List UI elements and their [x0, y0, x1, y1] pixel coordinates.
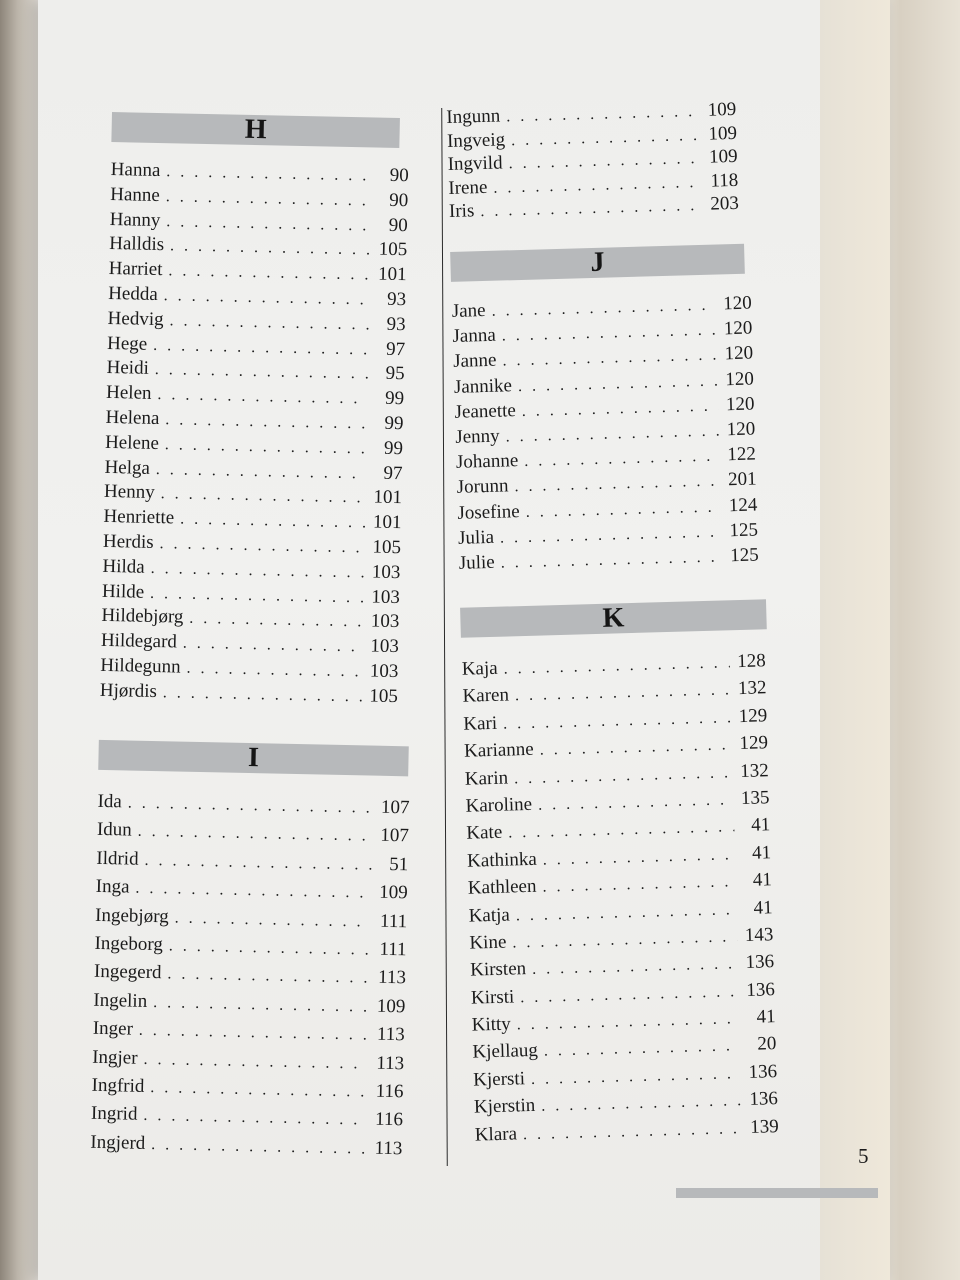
entry-name: Kjersti: [472, 1068, 526, 1091]
entry-page-number: 125: [729, 544, 760, 567]
entry-page-number: 41: [756, 1006, 776, 1028]
entry-page-number: 132: [739, 759, 770, 782]
dot-leader: [514, 765, 733, 787]
entry-name: Ingeborg: [94, 932, 164, 956]
dot-leader: [150, 561, 364, 581]
entry-page-number: 93: [386, 313, 406, 335]
dot-leader: [516, 902, 737, 924]
entry-page-number: 107: [380, 796, 410, 819]
dot-leader: [163, 685, 362, 705]
entry-name: Karen: [462, 684, 510, 708]
entry-page-number: 97: [385, 338, 406, 360]
entry-name: Heidi: [106, 357, 150, 380]
entry-page-number: 136: [745, 951, 775, 974]
dot-leader: [151, 1137, 366, 1158]
entry-page-number: 103: [371, 586, 401, 608]
section-letter: J: [590, 246, 605, 279]
entry-page-number: 95: [385, 363, 405, 385]
entry-name: Kjerstin: [473, 1095, 536, 1118]
dot-leader: [502, 348, 717, 370]
dot-leader: [538, 792, 734, 813]
entry-page-number: 103: [369, 660, 399, 683]
dot-leader: [517, 1011, 740, 1033]
entry-page-number: 101: [377, 263, 407, 286]
entry-name: Hedvig: [107, 307, 164, 330]
entry-page-number: 129: [738, 705, 768, 727]
dot-leader: [166, 189, 373, 209]
entry-name: Karoline: [465, 793, 533, 817]
entry-page-number: 113: [377, 967, 407, 989]
entry-name: Kine: [469, 931, 507, 954]
entry-name: Iris: [448, 200, 475, 223]
entry-page-number: 101: [372, 511, 402, 534]
entry-page-number: 136: [746, 978, 776, 1001]
entry-page-number: 109: [378, 881, 408, 904]
entry-name: Idun: [96, 819, 133, 841]
entry-name: Klara: [474, 1123, 518, 1146]
entry-page-number: 111: [379, 938, 407, 961]
entry-name: Ingveig: [446, 128, 506, 152]
dot-leader: [186, 661, 362, 681]
name-list-j: [452, 294, 760, 579]
dot-leader: [170, 239, 371, 259]
section-header-i: [98, 740, 409, 776]
entry-page-number: 116: [374, 1109, 404, 1131]
entry-name: Kirsti: [470, 986, 515, 1009]
entry-page-number: 103: [370, 635, 400, 658]
entry-page-number: 105: [378, 239, 408, 261]
dot-leader: [491, 298, 716, 320]
dot-leader: [167, 967, 370, 987]
section-letter: H: [244, 113, 267, 146]
entry-name: Helen: [105, 382, 152, 405]
entry-page-number: 143: [744, 924, 774, 946]
entry-name: Hjørdis: [99, 679, 158, 702]
entry-name: Kate: [466, 822, 503, 845]
entry-name: Janne: [452, 350, 497, 373]
entry-name: Jeanette: [454, 399, 517, 423]
dot-leader: [544, 1039, 741, 1060]
dot-leader: [514, 474, 721, 496]
dot-leader: [174, 910, 371, 930]
dot-leader: [505, 423, 719, 445]
entry-page-number: 41: [751, 841, 772, 864]
index-entry: [100, 681, 398, 712]
entry-name: Hildebjørg: [101, 605, 184, 628]
entry-page-number: 109: [707, 98, 737, 121]
dot-leader: [500, 524, 722, 546]
dot-leader: [165, 412, 367, 432]
entry-name: Harriet: [108, 258, 163, 281]
entry-page-number: 41: [752, 869, 773, 891]
entry-name: Ingvild: [447, 152, 503, 176]
entry-page-number: 101: [373, 486, 403, 509]
entry-name: Kathinka: [466, 848, 538, 872]
section-header-k: [460, 599, 767, 638]
dot-leader: [153, 337, 369, 358]
entry-page-number: 120: [726, 418, 756, 441]
entry-page-number: 136: [748, 1060, 778, 1083]
entry-page-number: 113: [376, 1023, 405, 1046]
entry-name: Katja: [468, 904, 511, 927]
entry-name: Hanne: [110, 183, 161, 206]
entry-name: Ingelin: [93, 989, 148, 1012]
dot-leader: [531, 1066, 742, 1088]
page-edge: [820, 0, 890, 1280]
dot-leader: [157, 387, 368, 407]
entry-page-number: 90: [389, 164, 409, 187]
dot-leader: [522, 398, 719, 419]
entry-name: Hildegunn: [100, 654, 181, 678]
dot-leader: [168, 263, 370, 283]
dot-leader: [159, 536, 365, 556]
entry-name: Karianne: [463, 738, 534, 762]
entry-page-number: 111: [379, 910, 408, 932]
dot-leader: [543, 847, 736, 868]
dot-leader: [135, 881, 372, 902]
entry-name: Julie: [458, 551, 495, 574]
dot-leader: [144, 853, 372, 874]
dot-leader: [503, 655, 729, 677]
entry-name: Ingunn: [446, 105, 501, 128]
entry-page-number: 51: [389, 853, 409, 876]
entry-name: Helga: [104, 456, 151, 479]
dot-leader: [506, 104, 701, 125]
entry-name: Kaja: [461, 657, 498, 680]
entry-name: Jenny: [455, 425, 500, 448]
entry-name: Ingegerd: [93, 961, 162, 984]
entry-name: Helena: [105, 406, 160, 430]
entry-page-number: 120: [723, 317, 753, 340]
entry-name: Ingrid: [90, 1103, 138, 1126]
entry-page-number: 103: [370, 610, 400, 633]
dot-leader: [155, 362, 369, 382]
entry-page-number: 41: [753, 896, 773, 919]
name-list-i: [90, 792, 410, 1168]
entry-name: Kathleen: [467, 875, 537, 899]
entry-name: Julia: [457, 526, 495, 549]
dot-leader: [523, 1121, 743, 1143]
dot-leader: [143, 1108, 367, 1129]
entry-name: Irene: [448, 176, 488, 199]
dot-leader: [160, 486, 366, 506]
entry-name: Ingjer: [91, 1046, 138, 1069]
dot-leader: [518, 373, 718, 395]
entry-page-number: 116: [375, 1080, 404, 1103]
dot-leader: [532, 956, 738, 978]
entry-page-number: 93: [386, 288, 407, 311]
entry-name: Ingebjørg: [94, 904, 169, 927]
entry-page-number: 105: [369, 685, 399, 707]
dot-leader: [515, 683, 731, 705]
dot-leader: [180, 512, 366, 532]
dot-leader: [165, 437, 367, 457]
entry-page-number: 120: [725, 393, 755, 416]
entry-page-number: 132: [737, 677, 767, 700]
dot-leader: [480, 198, 703, 220]
entry-page-number: 113: [374, 1137, 403, 1159]
entry-name: Ingfrid: [91, 1074, 145, 1097]
entry-name: Josefine: [457, 500, 520, 524]
entry-page-number: 136: [749, 1088, 779, 1111]
name-list-i-continued: [446, 100, 739, 226]
entry-page-number: 120: [722, 292, 752, 315]
entry-name: Jannike: [453, 374, 513, 398]
entry-page-number: 139: [749, 1115, 779, 1138]
dot-leader: [501, 549, 723, 571]
entry-name: Janna: [452, 324, 497, 348]
dot-leader: [511, 127, 701, 148]
entry-page-number: 129: [739, 732, 769, 755]
entry-name: Ida: [97, 790, 123, 813]
entry-name: Hanna: [110, 158, 161, 182]
dot-leader: [542, 874, 736, 895]
name-list-h: [100, 160, 409, 712]
dot-leader: [524, 449, 720, 470]
entry-page-number: 90: [388, 189, 409, 212]
entry-name: Henriette: [103, 506, 175, 529]
dot-leader: [156, 462, 367, 482]
entry-page-number: 124: [728, 493, 758, 516]
entry-name: Herdis: [102, 530, 154, 553]
dot-leader: [128, 795, 374, 816]
entry-page-number: 90: [388, 214, 408, 236]
dot-leader: [166, 164, 373, 184]
dot-leader: [169, 313, 369, 333]
entry-page-number: 118: [710, 169, 739, 192]
entry-page-number: 103: [371, 561, 401, 583]
entry-name: Kari: [463, 712, 498, 735]
section-letter: I: [247, 741, 260, 774]
section-letter: K: [602, 602, 625, 634]
entry-page-number: 135: [740, 787, 770, 809]
dot-leader: [502, 323, 717, 345]
page-number: 5: [858, 1144, 869, 1168]
entry-page-number: 97: [383, 462, 403, 484]
entry-name: Jane: [451, 299, 486, 322]
entry-name: Kitty: [471, 1013, 512, 1036]
dot-leader: [166, 214, 372, 234]
entry-page-number: 201: [727, 468, 757, 491]
dot-leader: [493, 175, 702, 197]
right-column: [446, 95, 795, 1164]
dot-leader: [520, 984, 739, 1006]
dot-leader: [150, 585, 364, 605]
entry-name: Ingjerd: [90, 1131, 146, 1154]
dot-leader: [150, 1080, 368, 1101]
entry-name: Johanne: [455, 450, 519, 473]
entry-page-number: 105: [372, 536, 402, 559]
entry-name: Inga: [95, 876, 130, 898]
entry-page-number: 203: [710, 193, 740, 216]
dot-leader: [164, 288, 371, 308]
dot-leader: [139, 1023, 369, 1044]
entry-name: Kirsten: [469, 958, 527, 981]
entry-page-number: 109: [708, 122, 738, 145]
entry-name: Hildegard: [100, 630, 178, 653]
entry-page-number: 99: [384, 387, 405, 410]
entry-name: Hege: [106, 332, 148, 355]
entry-name: Inger: [92, 1017, 134, 1040]
entry-page-number: 99: [384, 412, 404, 435]
dot-leader: [541, 1093, 742, 1115]
entry-name: Kjellaug: [472, 1040, 539, 1064]
entry-page-number: 125: [729, 519, 759, 541]
entry-page-number: 122: [727, 443, 757, 466]
dot-leader: [138, 824, 373, 845]
entry-page-number: 99: [383, 437, 404, 459]
dot-leader: [503, 710, 732, 732]
entry-name: Halldis: [109, 233, 165, 256]
dot-leader: [169, 938, 371, 958]
entry-page-number: 113: [376, 1052, 405, 1074]
entry-page-number: 20: [757, 1033, 777, 1056]
dot-leader: [512, 929, 737, 951]
dot-leader: [143, 1051, 368, 1072]
entry-page-number: 107: [380, 825, 410, 847]
footer-bar: [676, 1188, 878, 1198]
dot-leader: [540, 737, 733, 758]
entry-name: Hedda: [107, 282, 159, 305]
section-header-j: [450, 244, 745, 282]
entry-page-number: 41: [750, 814, 771, 837]
dot-leader: [525, 499, 721, 520]
entry-name: Ildrid: [96, 847, 139, 870]
entry-name: Karin: [464, 767, 509, 790]
entry-page-number: 109: [376, 995, 406, 1018]
name-list-k: [462, 651, 780, 1152]
dot-leader: [183, 636, 363, 656]
entry-name: Henny: [103, 481, 155, 504]
entry-name: Helene: [104, 431, 160, 454]
entry-page-number: 109: [708, 146, 738, 168]
left-column: [90, 112, 416, 1178]
index-entry: [90, 1132, 403, 1167]
entry-name: Jorunn: [456, 475, 509, 499]
entry-name: Hilda: [102, 555, 145, 578]
entry-page-number: 128: [736, 650, 766, 673]
dot-leader: [153, 995, 369, 1016]
entry-page-number: 120: [724, 342, 754, 365]
dot-leader: [508, 820, 734, 842]
entry-name: Hilde: [101, 580, 145, 603]
section-header-h: [111, 112, 400, 148]
dot-leader: [508, 151, 701, 172]
entry-page-number: 120: [725, 368, 755, 390]
dot-leader: [189, 611, 363, 631]
entry-name: Hanny: [109, 208, 161, 231]
